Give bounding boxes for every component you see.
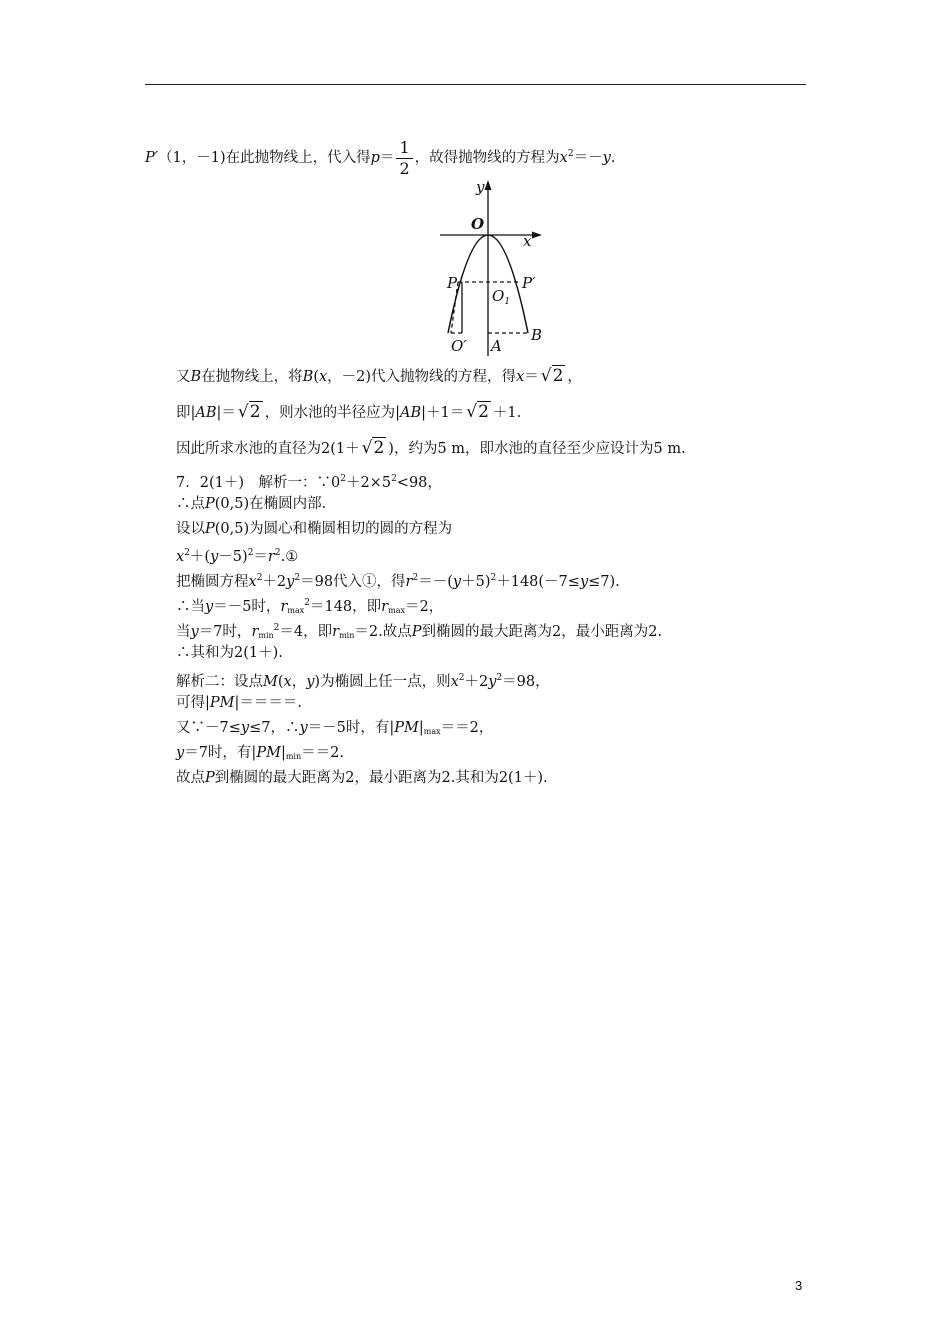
text-span: 当 <box>176 624 191 640</box>
text-span: ≤7). <box>588 574 620 590</box>
text-span: y <box>306 674 315 690</box>
text-span: 到椭圆的最大距离为2，最小距离为2. <box>421 624 663 640</box>
text-span: 2 <box>391 474 397 484</box>
line-16 <box>176 743 344 767</box>
text-span: x <box>559 150 568 166</box>
text-span: P′ <box>145 150 159 166</box>
text-span: 2 <box>478 402 489 422</box>
text-span: PM <box>394 720 419 736</box>
line-8 <box>176 543 298 567</box>
sqrt-2: √2 <box>466 402 489 422</box>
text-span: ＋( <box>189 549 211 565</box>
text-span: ＝4，即 <box>279 624 333 640</box>
text-span: y <box>602 150 611 166</box>
text-span: ，故得抛物线的方程为 <box>414 150 560 166</box>
label-P: P <box>447 274 458 292</box>
label-B: B <box>531 326 543 344</box>
text-span: r <box>381 599 389 615</box>
text-span: ≤7，∴ <box>249 720 300 736</box>
text-span: ( <box>313 369 319 385</box>
text-span: 又 <box>176 369 191 385</box>
text-span: ＝－5时，有| <box>307 720 395 736</box>
label-y: y <box>476 178 485 196</box>
text-span: ＋2 <box>262 574 287 590</box>
text-span: ( <box>277 674 284 690</box>
text-span: y <box>210 549 219 565</box>
text-span: ＝ <box>524 369 539 385</box>
text-span: ∴点 <box>176 496 205 512</box>
text-span: max <box>423 727 441 736</box>
text-span: ＋2 <box>464 674 489 690</box>
text-span: （1，－1)在此抛物线上，代入得 <box>158 150 371 166</box>
line-11 <box>176 618 662 646</box>
text-span: B <box>190 369 202 385</box>
text-span: PM <box>209 695 235 711</box>
text-span: r <box>280 599 288 615</box>
text-span: ，则水池的半径应为| <box>264 405 400 421</box>
text-span: 2 <box>304 598 310 608</box>
text-span: P <box>205 770 215 786</box>
text-span: x <box>248 574 257 590</box>
header-rule <box>145 84 806 85</box>
text-span: 2 <box>256 573 263 583</box>
text-span: x <box>176 549 185 565</box>
line-7 <box>176 519 452 539</box>
text-span: ∴当 <box>176 599 205 615</box>
text-span: y <box>205 599 214 615</box>
text-span: 2 <box>273 623 280 633</box>
text-span: ＝ <box>253 549 268 565</box>
text-span: ＋148(－7≤ <box>496 574 580 590</box>
line-13 <box>176 668 550 692</box>
text-span: r <box>251 624 259 640</box>
text-span: | <box>280 745 286 761</box>
fraction-one-half <box>396 138 412 179</box>
label-P-prime: P′ <box>522 274 536 292</box>
line-9 <box>176 568 620 592</box>
text-span: ，－2)代入抛物线的方程，得 <box>327 369 517 385</box>
text-span: x <box>318 369 328 385</box>
line-4 <box>176 438 686 459</box>
text-span: ， <box>567 369 582 385</box>
text-span: . <box>610 150 616 166</box>
text-span: 2 <box>490 573 497 583</box>
text-span: 2 <box>399 158 410 178</box>
text-span: 故点 <box>176 770 205 786</box>
text-span: 2 <box>249 402 261 422</box>
text-span: r <box>405 574 413 590</box>
text-span: ＋2×5 <box>345 475 392 491</box>
text-span: y <box>190 624 199 640</box>
text-span: y <box>176 745 185 761</box>
line-6 <box>176 494 326 514</box>
text-span: 把椭圆方程 <box>176 574 249 590</box>
text-span: ＝2， <box>404 599 444 615</box>
sqrt-2: √2 <box>237 402 261 422</box>
text-span: 因此所求水池的直径为2(1＋ <box>176 441 360 457</box>
text-span: ∴其和为2(1＋). <box>176 645 283 661</box>
text-span: 1 <box>396 138 412 159</box>
label-O: O <box>471 215 485 233</box>
text-span: <98， <box>396 475 442 491</box>
y-arrow-icon <box>485 180 492 190</box>
text-span: 2 <box>340 474 346 484</box>
text-span: y <box>488 674 497 690</box>
text-span: y <box>579 574 589 590</box>
text-span: O <box>492 287 505 305</box>
text-span: PM <box>256 745 281 761</box>
text-span: (0,5)在椭圆内部. <box>214 496 327 512</box>
text-span: x <box>516 369 525 385</box>
text-span: ＝98， <box>502 674 550 690</box>
text-span: |＋1＝ <box>421 405 465 421</box>
text-span: P <box>205 521 215 537</box>
text-span: 到椭圆的最大距离为2，最小距离为2.其和为2(1＋). <box>214 770 548 786</box>
text-span: 2 <box>184 548 190 558</box>
text-span: ＝－( <box>418 574 453 590</box>
text-span: y <box>286 574 295 590</box>
text-span: 即| <box>176 405 196 421</box>
text-span: 2 <box>567 149 574 159</box>
text-span: B <box>302 369 314 385</box>
text-span: (0,5)为圆心和椭圆相切的圆的方程为 <box>214 521 453 537</box>
label-O1 <box>492 287 510 307</box>
text-span: 7．2(1＋) 解析一：∵0 <box>176 475 341 491</box>
line-10 <box>176 593 443 621</box>
text-span: y <box>299 720 308 736</box>
text-span: x <box>450 674 459 690</box>
text-span: x <box>283 674 292 690</box>
sqrt-2: √2 <box>540 366 564 386</box>
text-span: ＝98代入①，得 <box>300 574 406 590</box>
text-span: 又∵－7≤ <box>176 720 241 736</box>
text-span: 2 <box>294 573 301 583</box>
text-span: max <box>388 606 405 615</box>
text-span: ＝ <box>379 150 395 166</box>
text-span: ＝148，即 <box>309 599 382 615</box>
text-span: |＝＝＝＝. <box>234 695 302 711</box>
text-span: max <box>287 606 305 615</box>
text-span: y <box>452 574 462 590</box>
line-5 <box>176 469 442 493</box>
text-span: P <box>205 496 215 512</box>
page-number: 3 <box>795 1278 803 1293</box>
label-x: x <box>523 232 532 250</box>
text-span: 2 <box>458 673 465 683</box>
line-15 <box>176 718 493 742</box>
text-span: ＝＝2. <box>301 745 344 761</box>
text-span: min <box>258 631 274 640</box>
text-span: min <box>285 752 302 761</box>
text-span: 2 <box>412 573 419 583</box>
text-span: 2 <box>274 548 281 558</box>
text-span: ＝＝2， <box>440 720 494 736</box>
text-span: P <box>411 624 422 640</box>
text-span: 2 <box>552 366 564 386</box>
label-O-prime: O′ <box>451 337 467 355</box>
line-2 <box>176 366 582 387</box>
text-span: 2 <box>496 673 503 683</box>
text-span: AB <box>195 405 217 421</box>
text-span: M <box>263 674 278 690</box>
text-span: ＝2.故点 <box>354 624 412 640</box>
line-14 <box>176 693 302 713</box>
text-span: )，约为5 m，即水池的直径至少应设计为5 m. <box>388 441 686 457</box>
text-span: ＝7时， <box>198 624 252 640</box>
text-span: 设以 <box>176 521 205 537</box>
text-span: ＝－5时， <box>213 599 281 615</box>
text-span: －5) <box>218 549 248 565</box>
text-span: ＝－ <box>573 150 603 166</box>
text-span: y <box>240 720 250 736</box>
text-span: | <box>418 720 424 736</box>
line-17 <box>176 768 548 788</box>
text-span: 解析二：设点 <box>176 674 263 690</box>
text-span: 1 <box>504 297 511 307</box>
text-span: |＝ <box>216 405 236 421</box>
sqrt-2: √2 <box>361 438 385 458</box>
text-span: r <box>332 624 340 640</box>
text-span: AB <box>399 405 422 421</box>
text-span: .① <box>280 549 299 565</box>
parabola-figure <box>430 178 562 358</box>
label-A: A <box>491 337 502 355</box>
line-1 <box>145 132 615 180</box>
text-span: ＋5) <box>461 574 491 590</box>
text-span: ＋1. <box>492 405 522 421</box>
text-span: r <box>267 549 275 565</box>
text-span: min <box>339 631 355 640</box>
line-3 <box>176 402 521 423</box>
text-span: 可得| <box>176 695 210 711</box>
text-span: 2 <box>247 548 254 558</box>
x-arrow-icon <box>532 232 542 239</box>
text-span: )为椭圆上任一点，则 <box>314 674 451 690</box>
text-span: ＝7时，有| <box>184 745 257 761</box>
line-12 <box>176 643 283 663</box>
text-span: 在抛物线上，将 <box>201 369 303 385</box>
text-span: p <box>370 150 380 166</box>
text-span: 2 <box>373 438 385 458</box>
text-span: ， <box>291 674 307 690</box>
